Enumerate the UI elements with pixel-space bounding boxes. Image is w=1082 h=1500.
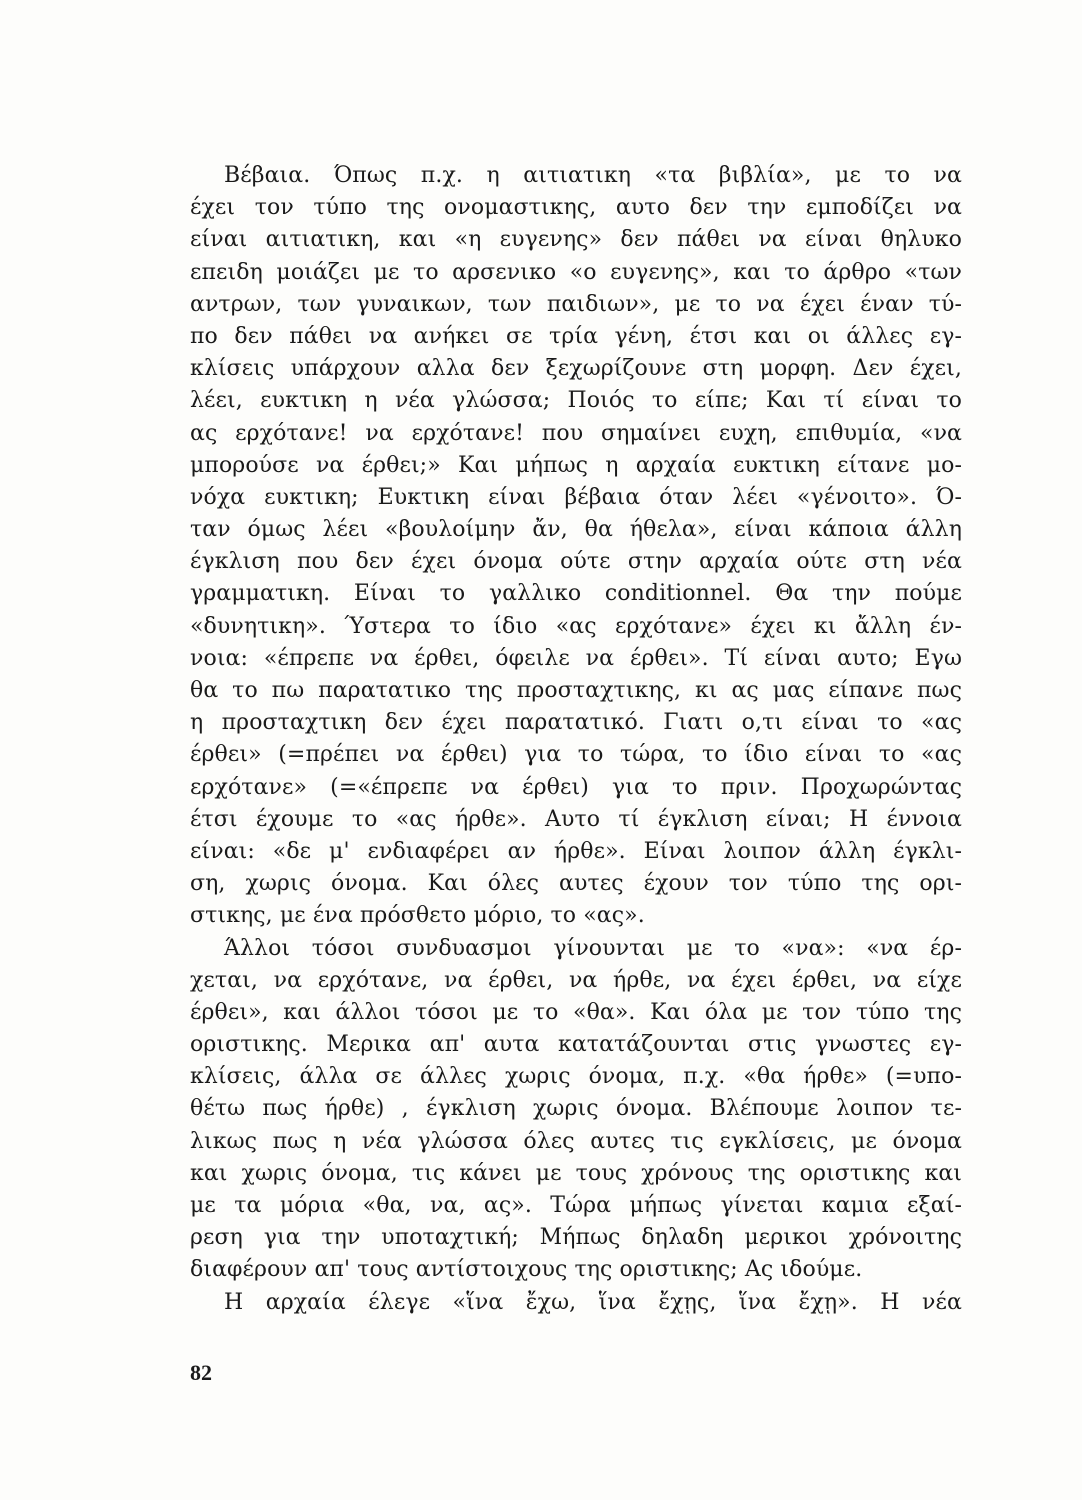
text-line: νοια: «έπρεπε να έρθει, όφειλε να έρθει». Τί είναι αυτο; Εγω [190, 645, 962, 671]
text-line: γραμματικη. Είναι το γαλλικο conditionnel. Θα την πούμε [190, 581, 962, 607]
page-number: 82 [190, 1360, 212, 1385]
text-line: είναι: «δε μ' ενδιαφέρει αν ήρθε». Είναι λοιπον άλλη έγκλι- [190, 838, 962, 864]
text-line: Άλλοι τόσοι συνδυασμοι γίνουνται με το «να»: «να έρ- [224, 935, 962, 961]
text-line: αντρων, των γυναικων, των παιδιων», με το να έχει έναν τύ- [190, 291, 962, 317]
text-line: επειδη μοιάζει με το αρσενικο «ο ευγενης», και το άρθρο «των [190, 259, 962, 285]
text-line: η προσταχτικη δεν έχει παρατατικό. Γιατι ο,τι είναι το «ας [190, 710, 962, 736]
text-line: μπορούσε να έρθει;» Και μήπως η αρχαία ευκτικη είτανε μο- [190, 452, 962, 478]
text-line: έρθει», και άλλοι τόσοι με το «θα». Και όλα με τον τύπο της [190, 999, 962, 1025]
paragraph-2 [190, 933, 962, 1287]
paragraph-1 [190, 160, 962, 933]
text-line: έτσι έχουμε το «ας ήρθε». Αυτο τί έγκλιση είναι; Η έννοια [190, 806, 962, 832]
text-line: Η αρχαία έλεγε «ἵνα ἔχω, ἵνα ἔχῃς, ἵνα ἔχῃ». Η νέα [224, 1289, 962, 1315]
text-line: οριστικης. Μερικα απ' αυτα κατατάζουνται στις γνωστες εγ- [190, 1032, 962, 1058]
text-line: είναι αιτιατικη, και «η ευγενης» δεν πάθει να είναι θηλυκο [190, 227, 962, 253]
text-line: χεται, να ερχότανε, να έρθει, να ήρθε, να έχει έρθει, να είχε [190, 967, 962, 993]
text-line: κλίσεις υπάρχουν αλλα δεν ξεχωρίζουνε στη μορφη. Δεν έχει, [190, 356, 962, 382]
text-line: διαφέρουν απ' τους αντίστοιχους της οριστικης; Ας ιδούμε. [190, 1257, 863, 1283]
text-line: θα το πω παρατατικο της προσταχτικης, κι ας μας είπανε πως [190, 678, 962, 703]
text-line: θέτω πως ήρθε) , έγκλιση χωρις όνομα. Βλέπουμε λοιπον τε- [190, 1096, 962, 1122]
text-line: ση, χωρις όνομα. Και όλες αυτες έχουν τον τύπο της ορι- [190, 871, 962, 897]
text-line: λέει, ευκτικη η νέα γλώσσα; Ποιός το είπε; Και τί είναι το [190, 388, 962, 414]
text-line: νόχα ευκτικη; Ευκτικη είναι βέβαια όταν λέει «γένοιτο». Ό- [190, 484, 962, 510]
text-line: ρεση για την υποταχτική; Μήπως δηλαδη μερικοι χρόνοιτης [190, 1225, 962, 1251]
text-line: πο δεν πάθει να ανήκει σε τρία γένη, έτσι και οι άλλες εγ- [190, 323, 962, 349]
text-line: και χωρις όνομα, τις κάνει με τους χρόνους της οριστικης και [190, 1160, 962, 1186]
text-line: με τα μόρια «θα, να, ας». Τώρα μήπως γίνεται καμια εξαί- [190, 1193, 962, 1218]
text-line: έγκλιση που δεν έχει όνομα ούτε στην αρχαία ούτε στη νέα [190, 549, 962, 575]
text-line: έχει τον τύπο της ονομαστικης, αυτο δεν την εμποδίζει να [190, 195, 962, 221]
text-line: «δυνητικη». Ύστερα το ίδιο «ας ερχότανε» έχει κι ἄλλη έν- [190, 613, 962, 639]
text-line: ερχότανε» (=«έπρεπε να έρθει) για το πριν. Προχωρώντας [190, 774, 962, 800]
text-line: ταν όμως λέει «βουλοίμην ἄν, θα ήθελα», είναι κάποια άλλη [190, 517, 962, 543]
text-line: λικως πως η νέα γλώσσα όλες αυτες τις εγκλίσεις, με όνομα [190, 1128, 962, 1154]
text-line: Βέβαια. Όπως π.χ. η αιτιατικη «τα βιβλία», με το να [224, 163, 962, 188]
text-line: κλίσεις, άλλα σε άλλες χωρις όνομα, π.χ. «θα ήρθε» (=υπο- [190, 1064, 962, 1090]
text-line: ας ερχότανε! να ερχότανε! που σημαίνει ευχη, επιθυμία, «να [190, 420, 962, 446]
text-line: έρθει» (=πρέπει να έρθει) για το τώρα, το ίδιο είναι το «ας [190, 742, 962, 768]
body-text [190, 160, 962, 1319]
paragraph-3 [190, 1287, 962, 1319]
text-line: στικης, με ένα πρόσθετο μόριο, το «ας». [190, 903, 645, 929]
